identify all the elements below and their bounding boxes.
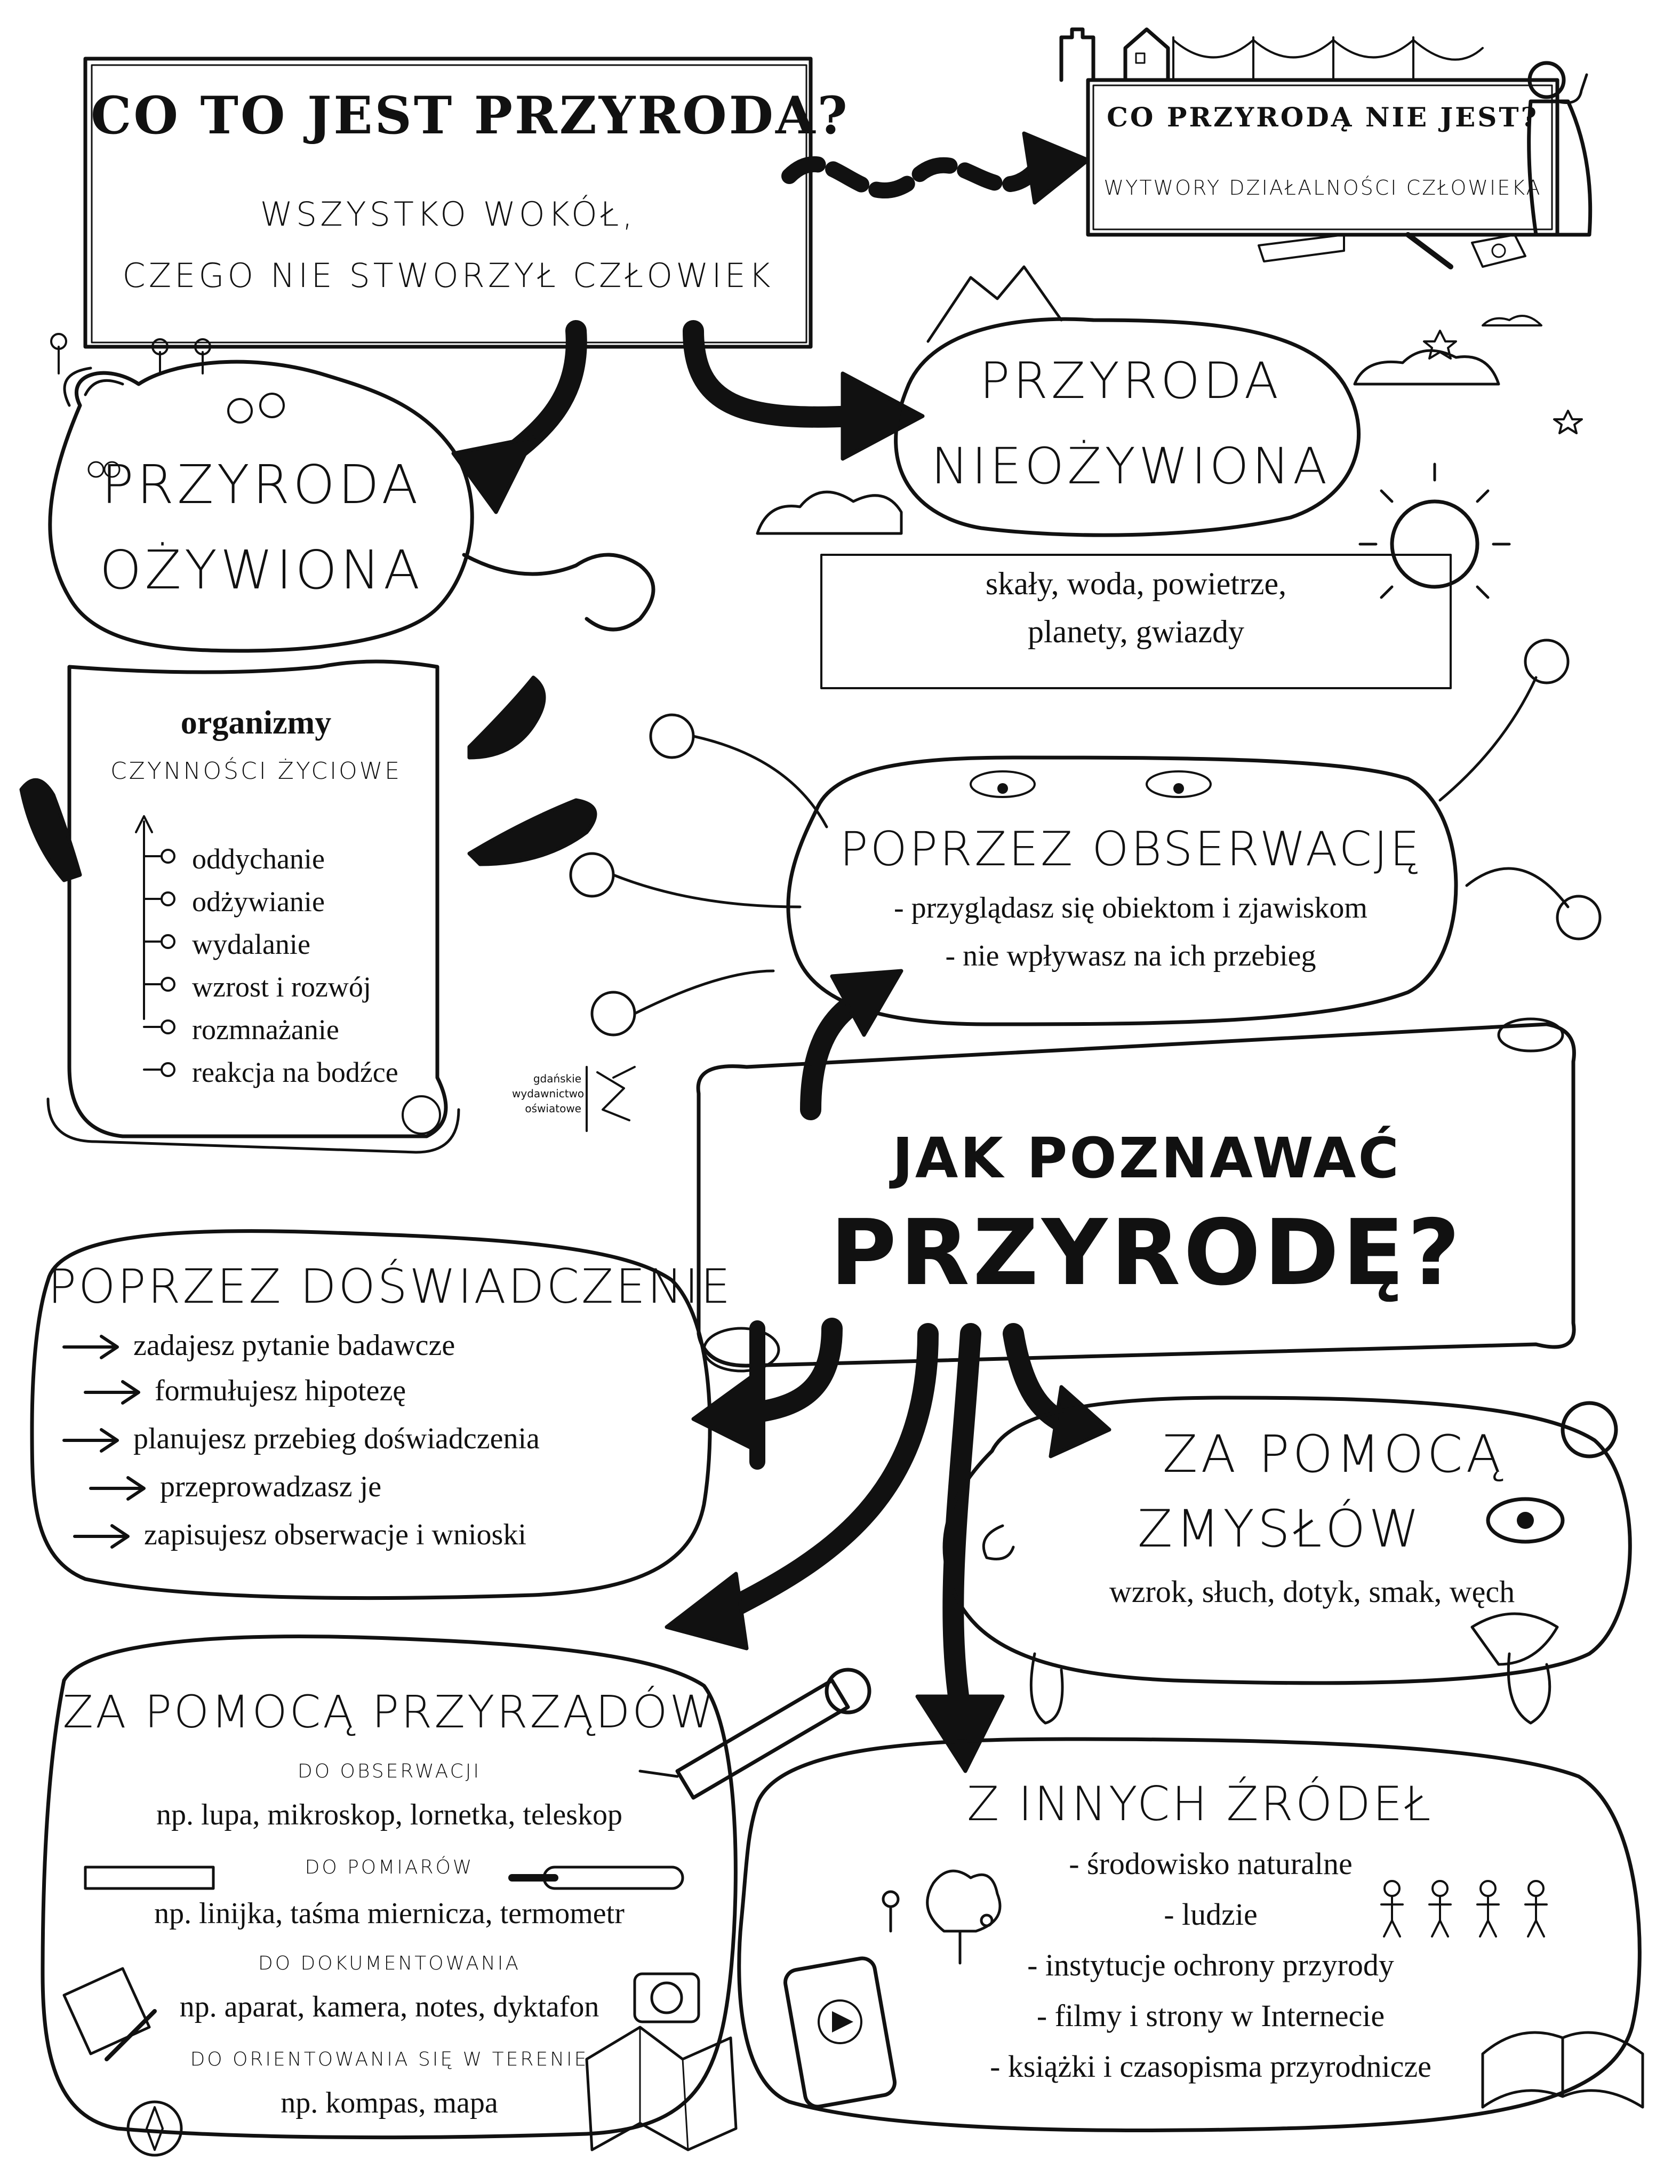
observation-line2: - nie wpływasz na ich przebieg (945, 939, 1316, 973)
living-title-line1: PRZYRODA (101, 453, 421, 516)
experiment-item: formułujesz hipotezę (155, 1374, 406, 1407)
nose-icon (983, 1526, 1013, 1559)
top-box-line2: CZEGO NIE STWORZYŁ CZŁOWIEK (122, 256, 774, 295)
screwdriver-icon (1408, 235, 1451, 267)
observation-line1: - przyglądasz się obiektom i zjawiskom (894, 891, 1367, 924)
experiment-item: przeprowadzasz je (160, 1470, 382, 1503)
living-item: wydalanie (192, 928, 310, 960)
publisher-line2: wydawnictwo (512, 1087, 585, 1100)
publisher-line3: oświatowe (525, 1102, 581, 1115)
instruments-cap4: DO ORIENTOWANIA SIĘ W TERENIE (190, 2049, 589, 2070)
sources-item: - instytucje ochrony przyrody (1027, 1948, 1394, 1982)
sources-item: - ludzie (1164, 1897, 1258, 1932)
senses-title-line1: ZA POMOCĄ (1162, 1424, 1505, 1484)
experiment-arrows (64, 1336, 144, 1547)
publisher-line1: gdańskie (533, 1072, 581, 1085)
sources-item: - książki i czasopisma przyrodnicze (990, 2049, 1431, 2084)
experiment-item: zadajesz pytanie badawcze (133, 1329, 455, 1362)
experiment-title: POPRZEZ DOŚWIADCZENIE (48, 1259, 733, 1314)
castle-icon (1061, 29, 1093, 80)
hand-icon (464, 555, 653, 629)
dashed-arrow (789, 164, 1035, 190)
instruments-text3: np. aparat, kamera, notes, dyktafon (179, 1990, 599, 2023)
observation-title: POPRZEZ OBSERWACJĘ (839, 822, 1422, 876)
experiment-item: zapisujesz obserwacje i wnioski (144, 1518, 526, 1551)
instruments-text4: np. kompas, mapa (281, 2086, 498, 2119)
sources-title: Z INNYCH ŹRÓDEŁ (967, 1776, 1433, 1831)
instruments-cap1: DO OBSERWACJI (298, 1760, 481, 1782)
senses-title-line2: ZMYSŁÓW (1137, 1499, 1423, 1559)
top-box-line1: WSZYSTKO WOKÓŁ, (260, 195, 636, 234)
instruments-text1: np. lupa, mikroskop, lornetka, teleskop (156, 1798, 623, 1831)
living-title-line2: OŻYWIONA (99, 539, 423, 601)
saw-icon (1259, 235, 1344, 261)
living-item: wzrost i rozwój (192, 971, 371, 1003)
top-box-title: CO TO JEST PRZYRODA? (91, 85, 850, 146)
house-icon (1125, 29, 1168, 80)
sources-item: - filmy i strony w Internecie (1036, 1998, 1385, 2033)
living-item: rozmnażanie (192, 1014, 339, 1046)
instruments-title: ZA POMOCĄ PRZYRZĄDÓW (62, 1686, 716, 1738)
list-bullets (144, 850, 174, 1076)
experiment-item: planujesz przebieg doświadczenia (133, 1422, 540, 1455)
tape-icon (1472, 235, 1525, 267)
arrow-to-nonliving (693, 331, 853, 417)
living-item: oddychanie (192, 843, 325, 875)
living-list (192, 838, 398, 1094)
arrow-to-sources (953, 1334, 971, 1707)
dashed-arrow-head (1024, 133, 1088, 203)
living-item: reakcja na bodźce (192, 1056, 398, 1088)
center-line1: JAK POZNAWAĆ (892, 1126, 1401, 1191)
sources-item: - środowisko naturalne (1069, 1846, 1353, 1881)
living-caption: CZYNNOŚCI ŻYCIOWE (110, 758, 402, 785)
star-icon (1424, 331, 1582, 433)
statue-icon (1529, 63, 1590, 235)
nonliving-title-line2: NIEOŻYWIONA (931, 437, 1331, 496)
nonliving-text-line2: planety, gwiazdy (1028, 614, 1244, 649)
center-line2: PRZYRODĘ? (830, 1200, 1463, 1306)
mountain-icon (928, 267, 1061, 341)
instruments-cap2: DO POMIARÓW (305, 1856, 474, 1878)
nonliving-title-line1: PRZYRODA (979, 352, 1282, 410)
instruments-text2: np. linijka, taśma miernicza, termometr (154, 1897, 625, 1930)
bridge-icon (1173, 37, 1483, 80)
not-nature-text: WYTWORY DZIAŁALNOŚCI CZŁOWIEKA (1103, 176, 1542, 200)
publisher-logo-icon (587, 1067, 635, 1131)
eye-icon (1488, 1499, 1563, 1542)
living-subtitle: organizmy (180, 705, 332, 741)
senses-text: wzrok, słuch, dotyk, smak, węch (1109, 1574, 1515, 1609)
nonliving-text-line1: skały, woda, powietrze, (985, 566, 1287, 601)
instruments-cap3: DO DOKUMENTOWANIA (258, 1952, 521, 1974)
not-nature-title: CO PRZYRODĄ NIE JEST? (1107, 101, 1539, 133)
living-item: odżywianie (192, 886, 325, 918)
